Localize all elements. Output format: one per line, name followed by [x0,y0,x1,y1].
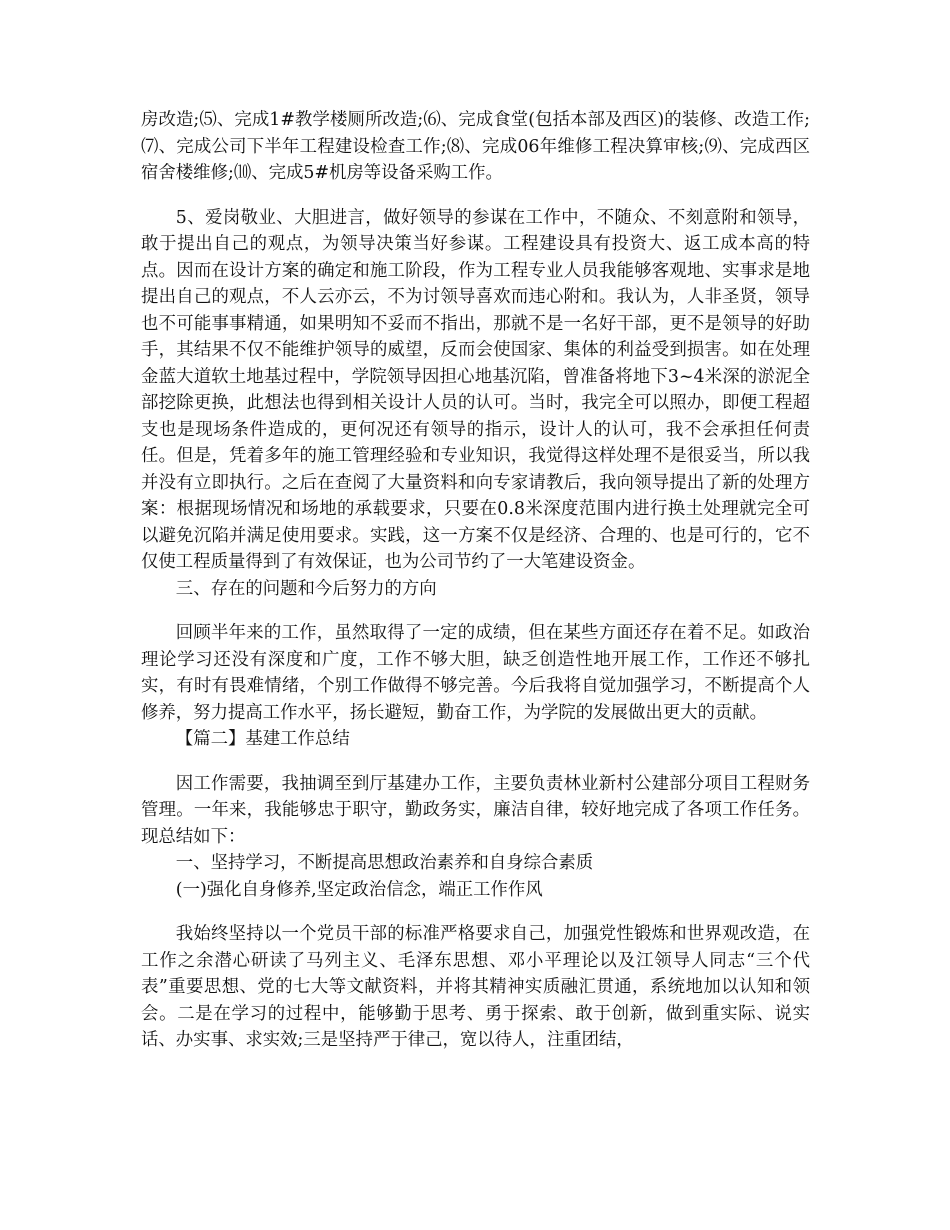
part-two-heading: 【篇二】基建工作总结 [175,729,350,749]
paragraph-intro: 因工作需要，我抽调至到厅基建办工作，主要负责林业新村公建部分项目工程财务管理。一年来，我能够忠于职守，勤政务实，廉洁自律，较好地完成了各项工作任务。现总结如下： [141,773,810,847]
paragraph-study: 我始终坚持以一个党员干部的标准严格要求自己，加强党性锻炼和世界观改造，在工作之余潜心研读了马列主义、毛泽东思想、邓小平理论以及江领导人同志“三个代表”重要思想、党的七大等文献资料，并将其精神实质融汇贯通，系统地加以认知和领会。二是在学习的过程中，能够勤于思考、勇于探索、敢于创新，做到重实际、说实话、办实事、求实效;三是坚持严于律己，宽以待人，注重团结， [141,924,810,1050]
paragraph-review: 回顾半年来的工作，虽然取得了一定的成绩，但在某些方面还存在着不足。如政治理论学习还没有深度和广度，工作不够大胆，缺乏创造性地开展工作，工作还不够扎实，有时有畏难情绪，个别工作做得不够完善。今后我将自觉加强学习，不断提高个人修养，努力提高工作水平，扬长避短，勤奋工作，为学院的发展做出更大的贡献。 [141,623,810,723]
section-heading-3: 三、存在的问题和今后努力的方向 [175,578,437,599]
subsection-heading-1-1: (一)强化自身修养,坚定政治信念，端正工作作风 [175,879,543,900]
paragraph-continuation: 房改造;⑸、完成1#教学楼厕所改造;⑹、完成食堂(包括本部及西区)的装修、改造工作;⑺、完成公司下半年工程建设检查工作;⑻、完成06年维修工程决算审核;⑼、完成西区宿舍楼维修;⑽、完成5#机房等设备采购工作。 [141,110,810,183]
subsection-heading-1: 一、坚持学习，不断提高思想政治素养和自身综合素质 [175,853,594,873]
paragraph-item-5: 5、爱岗敬业、大胆进言，做好领导的参谋在工作中，不随众、不刻意附和领导，敢于提出自己的观点，为领导决策当好参谋。工程建设具有投资大、返工成本高的特点。因而在设计方案的确定和施工阶段，作为工程专业人员我能够客观地、实事求是地提出自己的观点，不人云亦云，不为讨领导喜欢而违心附和。我认为，人非圣贤，领导也不可能事事精通，如果明知不妥而不指出，那就不是一名好干部，更不是领导的好助手，其结果不仅不能维护领导的威望，反而会使国家、集体的利益受到损害。如在处理金蓝大道软土地基过程中，学院领导因担心地基沉陷，曾准备将地下3~4米深的淤泥全部挖除更换，此想法也得到相关设计人员的认可。当时，我完全可以照办，即便工程超支也是现场条件造成的，更何况还有领导的指示，设计人的认可，我不会承担任何责任。但是，凭着多年的施工管理经验和专业知识，我觉得这样处理不是很妥当，所以我并没有立即执行。之后在查阅了大量资料和向专家请教后，我向领导提出了新的处理方案：根据现场情况和场地的承载要求，只要在0.8米深度范围内进行换土处理就完全可以避免沉陷并满足使用要求。实践，这一方案不仅是经济、合理的、也是可行的，它不仅使工程质量得到了有效保证，也为公司节约了一大笔建设资金。 [141,207,810,572]
